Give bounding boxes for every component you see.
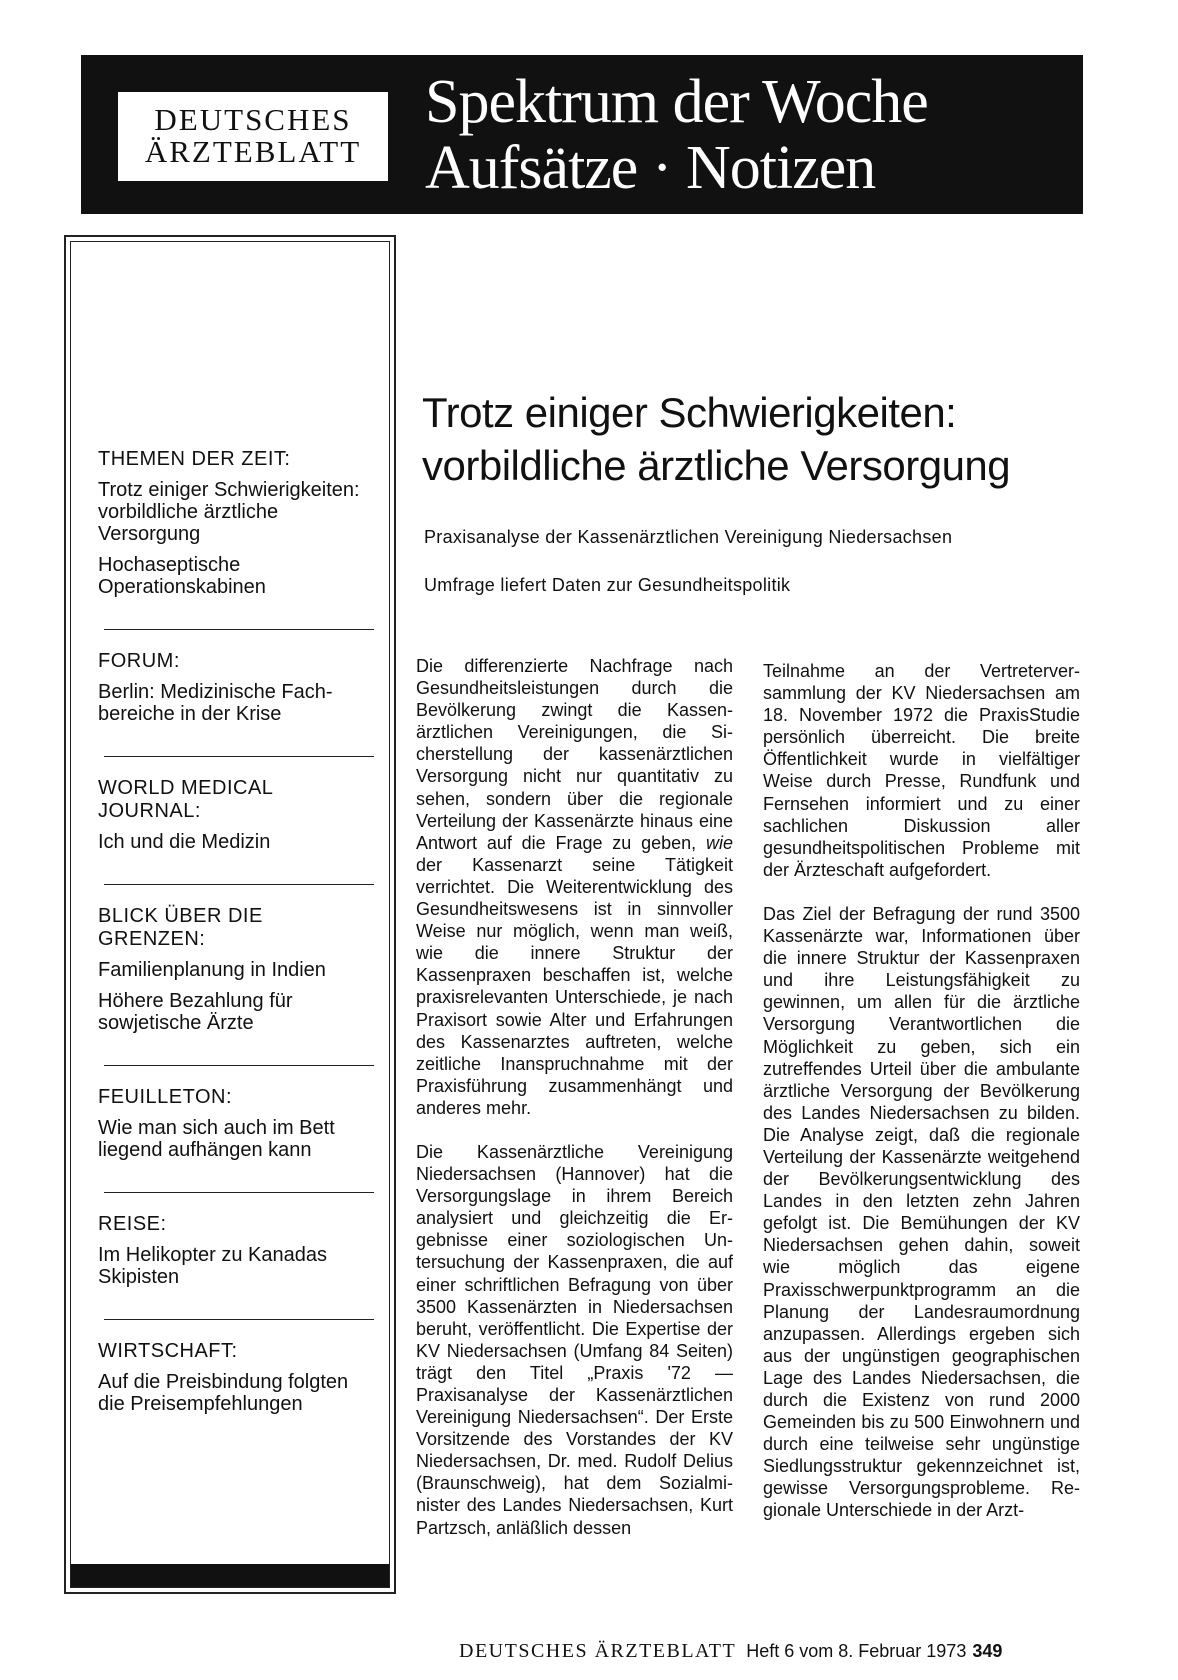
toc-divider bbox=[104, 756, 374, 757]
paragraph-text: der Kassenarzt seine Tätigkeit verrichtet. Die Weiterentwicklung des Gesundheitswesens ist in sinnvoller Weise nur möglich, wenn man weiß, wie die innere Struktur der Kassenpraxen beschaffen ist, welche praxisrelevanten Unterschiede, je nach Praxisort sowie Alter und Erfahrungen des Kassenarztes auftreten, welche zeitliche Inanspruchnahme mit der Praxisführung zusammenhängt und anderes mehr. bbox=[416, 854, 733, 1118]
toc-entry: Ich und die Medizin bbox=[98, 831, 271, 853]
toc-entry: Im Helikopter zu Kanadas Skipisten bbox=[98, 1244, 328, 1288]
article-title bbox=[422, 386, 1102, 492]
toc-divider bbox=[104, 1319, 374, 1320]
emphasis-text: wie bbox=[705, 832, 733, 853]
toc-section-title: WIRTSCHAFT: bbox=[98, 1340, 238, 1362]
article-column-2 bbox=[763, 660, 1080, 1544]
masthead bbox=[81, 55, 1083, 214]
publication-logo bbox=[118, 92, 388, 181]
toc-entry: Familienplanung in Indien bbox=[98, 959, 326, 981]
toc-section bbox=[98, 1207, 370, 1301]
toc-section-title: FORUM: bbox=[98, 650, 180, 672]
toc-section bbox=[98, 1334, 370, 1428]
toc-entry: Auf die Preisbindung folgten die Preisempfehlungen bbox=[98, 1371, 349, 1415]
toc-section-title: WORLD MEDICAL JOURNAL: bbox=[98, 777, 273, 822]
toc-section-title: REISE: bbox=[98, 1213, 167, 1235]
article-title-line-1: Trotz einiger Schwierigkeiten: bbox=[422, 389, 957, 436]
section-heading-line-1: Spektrum der Woche bbox=[425, 68, 928, 136]
toc-section bbox=[98, 442, 370, 611]
footer-publication: DEUTSCHES ÄRZTEBLATT bbox=[459, 1640, 737, 1662]
paragraph-text: Die differenzierte Nachfrage nach Gesundheitsleistungen durch die Bevölkerung zwingt die Kassenärztlichen Vereinigungen, die Sicherstellung der kassenärztlichen Versorgung nicht nur quantitativ zu sehen, sondern über die regionale Verteilung der Kassenärzte hinaus eine Antwort auf die Frage zu geben, bbox=[416, 656, 733, 853]
toc-section bbox=[98, 1080, 370, 1174]
toc-entry: Hochaseptische Operationskabinen bbox=[98, 554, 266, 598]
sidebar-bottom-bar bbox=[71, 1564, 389, 1587]
article-column-1 bbox=[416, 655, 733, 1561]
toc-divider bbox=[104, 884, 374, 885]
sidebar-frame bbox=[70, 241, 390, 1588]
toc-section bbox=[98, 899, 370, 1047]
footer-issue: Heft 6 vom 8. Februar 1973 bbox=[746, 1641, 967, 1661]
toc-section-title: FEUILLETON: bbox=[98, 1086, 233, 1108]
toc-entry: Trotz einiger Schwierigkeiten: vorbildliche ärztliche Versorgung bbox=[98, 479, 360, 545]
article-paragraph: Das Ziel der Befragung der rund 3500 Kassenärzte war, Informationen über die innere Struktur der Kassenpraxen und ihre Leistungsfähigkeit zu gewinnen, um allen für die ärztliche Versorgung Verantwortlichen die Möglichkeit zu geben, sich ein zutreffendes Urteil über die ambulante ärztliche Versorgung der Bevölkerung des Landes Niedersachsen zu bilden. Die Analyse zeigt, daß die regionale Verteilung der Kassenärzte weitgehend der Bevölkerungsentwicklung des Landes in den letzten zehn Jahren gefolgt ist. Die Bemühungen der KV Niedersachsen gehen dahin, soweit wie möglich das eigene Praxisschwerpunktprogramm an die Planung der Landesraumordnung anzupassen. Allerdings ergeben sich aus der ungünstigen geographischen Lage des Landes Niedersachsen, die durch die Existenz von rund 2000 Gemeinden bis zu 500 Einwohnern und durch eine teilweise sehr ungünstige Siedlungsstruktur gekennzeichnet ist, gewisse Versorgungsprobleme. Regionale Unterschiede in der Arzt- bbox=[763, 903, 1080, 1521]
table-of-contents bbox=[98, 442, 370, 1428]
logo-line-1: DEUTSCHES bbox=[154, 102, 352, 137]
toc-entry: Höhere Bezahlung für sowjetische Ärzte bbox=[98, 990, 293, 1034]
page-footer bbox=[459, 1640, 1002, 1662]
toc-section-title: BLICK ÜBER DIE GRENZEN: bbox=[98, 905, 263, 950]
logo-line-2: ÄRZTEBLATT bbox=[144, 134, 362, 169]
article-paragraph bbox=[416, 655, 733, 1119]
article-paragraph: Teilnahme an der Vertreterversammlung der KV Niedersachsen am 18. November 1972 die PraxisStudie persönlich überreicht. Die breite Öffentlichkeit wurde in vielfältiger Weise durch Presse, Rundfunk und Fernsehen informiert und zu einer sachlichen Diskussion aller gesundheitspolitischen Probleme mit der Ärzteschaft aufgefordert. bbox=[763, 661, 1080, 880]
section-heading-line-2: Aufsätze · Notizen bbox=[425, 134, 876, 202]
contents-sidebar bbox=[64, 235, 396, 1594]
toc-entry: Berlin: Medizinische Fachbereiche in der Krise bbox=[98, 681, 333, 725]
toc-divider bbox=[104, 1065, 374, 1066]
article-subtitle-1: Praxisanalyse der Kassenärztlichen Vereinigung Niedersachsen bbox=[424, 527, 953, 547]
toc-section bbox=[98, 644, 370, 738]
article-title-line-2: vorbildliche ärztliche Versorgung bbox=[422, 442, 1011, 489]
toc-entry: Wie man sich auch im Bett liegend aufhängen kann bbox=[98, 1117, 335, 1161]
toc-section bbox=[98, 771, 370, 866]
article-subtitle-2: Umfrage liefert Daten zur Gesundheitspolitik bbox=[424, 575, 791, 595]
toc-divider bbox=[104, 1192, 374, 1193]
section-heading bbox=[425, 69, 928, 201]
article-paragraph: Die Kassenärztliche Vereinigung Niedersachsen (Hannover) hat die Versorgungslage in ihrem Bereich analysiert und gleichzeitig die Ergebnisse einer soziologischen Untersuchung der Kassenpraxen, die auf einer schriftlichen Befragung von über 3500 Kassenärzten in Niedersachsen beruht, veröffentlicht. Die Expertise der KV Niedersachsen (Umfang 84 Seiten) trägt den Titel „Praxis '72 — Praxisanalyse der Kassenärztlichen Vereinigung Niedersachsen“. Der Erste Vorsitzende des Vorstandes der KV Niedersachsen, Dr. med. Rudolf Delius (Braunschweig), hat dem Sozialminister des Landes Niedersachsen, Kurt Partzsch, anläßlich dessen bbox=[416, 1141, 733, 1538]
page-number: 349 bbox=[972, 1641, 1003, 1661]
toc-section-title: THEMEN DER ZEIT: bbox=[98, 448, 291, 470]
toc-divider bbox=[104, 629, 374, 630]
